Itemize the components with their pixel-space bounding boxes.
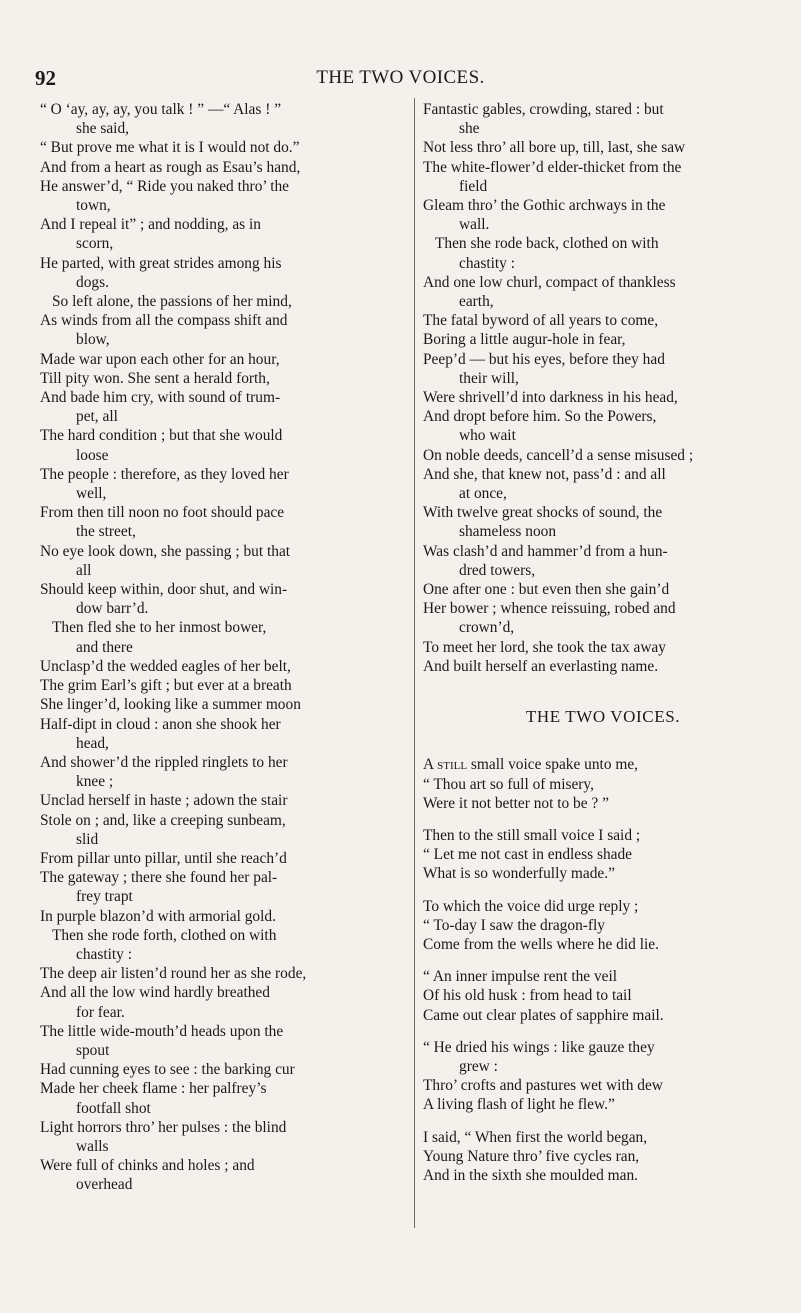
verse-line: frey trapt: [76, 888, 133, 906]
verse-line: the street,: [76, 523, 136, 541]
verse-line: she said,: [76, 120, 130, 138]
verse-line: who wait: [459, 427, 516, 445]
two-voices-poem: [423, 755, 783, 1185]
verse-line: field: [459, 177, 488, 195]
verse-line: town,: [76, 197, 111, 215]
verse-line: their will,: [459, 369, 519, 387]
verse-line: From then till noon no foot should pace: [40, 504, 285, 522]
poem-line: “ An inner impulse rent the veil: [423, 968, 618, 986]
stanza: [423, 897, 783, 955]
verse-line: The fatal byword of all years to come,: [423, 312, 659, 330]
running-title: THE TWO VOICES.: [316, 67, 485, 88]
verse-line: dogs.: [76, 273, 109, 291]
verse-line: walls: [76, 1137, 109, 1155]
verse-line: blow,: [76, 331, 110, 349]
verse-line: From pillar unto pillar, until she reach’d: [40, 849, 287, 867]
poem-line: “ Thou art so full of misery,: [423, 775, 594, 793]
verse-line: Should keep within, door shut, and win-: [40, 581, 288, 599]
verse-line: And one low churl, compact of thankless: [423, 273, 676, 291]
verse-line: With twelve great shocks of sound, the: [423, 504, 663, 522]
poem-opening-rest: small voice spake unto me,: [467, 756, 639, 774]
verse-line: and there: [76, 638, 133, 656]
verse-line: So left alone, the passions of her mind,: [52, 293, 292, 311]
verse-line: Light horrors thro’ her pulses : the blind: [40, 1118, 287, 1136]
verse-line: scorn,: [76, 235, 114, 253]
verse-line: “ But prove me what it is I would not do.”: [40, 139, 300, 157]
poem-line: “ To-day I saw the dragon-fly: [423, 916, 605, 934]
stanza-gap: [423, 1025, 783, 1038]
poem-line: To which the voice did urge reply ;: [423, 897, 639, 915]
verse-line: slid: [76, 830, 99, 848]
verse-line: footfall shot: [76, 1099, 151, 1117]
poem-line: Come from the wells where he did lie.: [423, 935, 659, 953]
poem-line: Young Nature thro’ five cycles ran,: [423, 1147, 640, 1165]
stanza-gap: [423, 813, 783, 826]
verse-line: And I repeal it” ; and nodding, as in: [40, 216, 261, 234]
verse-line: dred towers,: [459, 561, 536, 579]
verse-line: And built herself an everlasting name.: [423, 657, 659, 675]
verse-line: Not less thro’ all bore up, till, last, she saw: [423, 139, 686, 157]
verse-line: To meet her lord, she took the tax away: [423, 638, 666, 656]
verse-line: pet, all: [76, 408, 118, 426]
verse-line: Was clash’d and hammer’d from a hun-: [423, 542, 668, 560]
verse-line: And all the low wind hardly breathed: [40, 984, 270, 1002]
stanza: [423, 775, 783, 813]
verse-line: she: [459, 120, 480, 138]
poem-line: [423, 755, 783, 774]
verse-line: And dropt before him. So the Powers,: [423, 408, 657, 426]
verse-line: all: [76, 561, 92, 579]
verse-line: chastity :: [76, 945, 132, 963]
verse-line: In purple blazon’d with armorial gold.: [40, 907, 276, 925]
poem-line: Thro’ crofts and pastures wet with dew: [423, 1077, 663, 1095]
verse-line: Made war upon each other for an hour,: [40, 350, 280, 368]
verse-line: The gateway ; there she found her pal-: [40, 869, 278, 887]
verse-line: Fantastic gables, crowding, stared : but: [423, 101, 664, 118]
running-head: [0, 66, 801, 90]
verse-line: wall.: [459, 216, 490, 234]
poem-line: A living flash of light he flew.”: [423, 1096, 615, 1114]
stanza: [423, 967, 783, 1025]
verse-line: The white-flower’d elder-thicket from the: [423, 158, 682, 176]
verse-line: Half-dipt in cloud : anon she shook her: [40, 715, 281, 733]
verse-line: spout: [76, 1041, 110, 1059]
verse-line: He answer’d, “ Ride you naked thro’ the: [40, 177, 290, 195]
verse-line: Then she rode forth, clothed on with: [52, 926, 277, 944]
verse-line: head,: [76, 734, 109, 752]
verse-line: Gleam thro’ the Gothic archways in the: [423, 197, 666, 215]
stanza: [423, 1038, 783, 1115]
verse-line: earth,: [459, 293, 494, 311]
poem-line: grew :: [459, 1057, 498, 1075]
verse-line: Made her cheek flame : her palfrey’s: [40, 1080, 267, 1098]
poem-line: I said, “ When first the world began,: [423, 1128, 648, 1146]
verse-line: “ O ‘ay, ay, ay, you talk ! ” —“ Alas ! ”: [40, 101, 282, 118]
verse-line: Till pity won. She sent a herald forth,: [40, 369, 270, 387]
verse-line: shameless noon: [459, 523, 557, 541]
poem-line: Came out clear plates of sapphire mail.: [423, 1006, 664, 1024]
right-column: [423, 100, 783, 1185]
poem-line: Of his old husk : from head to tail: [423, 987, 632, 1005]
verse-line: Unclad herself in haste ; adown the stair: [40, 792, 288, 810]
verse-line: She linger’d, looking like a summer moon: [40, 696, 301, 714]
verse-line: And she, that knew not, pass’d : and all: [423, 465, 666, 483]
verse-line: loose: [76, 446, 109, 464]
stanza-gap: [423, 884, 783, 897]
stanza-gap: [423, 954, 783, 967]
verse-line: And bade him cry, with sound of trum-: [40, 389, 281, 407]
column-divider: [414, 98, 415, 1228]
verse-line: for fear.: [76, 1003, 125, 1021]
verse-line: Had cunning eyes to see : the barking cur: [40, 1061, 295, 1079]
verse-line: On noble deeds, cancell’d a sense misused ;: [423, 446, 694, 464]
verse-line: at once,: [459, 485, 507, 503]
verse-line: Her bower ; whence reissuing, robed and: [423, 600, 676, 618]
verse-line: Were shrivell’d into darkness in his head,: [423, 389, 678, 407]
left-column: [40, 100, 408, 1195]
verse-line: The people : therefore, as they loved her: [40, 465, 289, 483]
verse-line: knee ;: [76, 773, 114, 791]
verse-line: He parted, with great strides among his: [40, 254, 282, 272]
section-title: THE TWO VOICES.: [525, 707, 681, 727]
verse-line: Unclasp’d the wedded eagles of her belt,: [40, 657, 291, 675]
verse-line: Stole on ; and, like a creeping sunbeam,: [40, 811, 286, 829]
verse-line: As winds from all the compass shift and: [40, 312, 288, 330]
verse-line: Peep’d — but his eyes, before they had: [423, 350, 665, 368]
verse-line: And shower’d the rippled ringlets to her: [40, 753, 288, 771]
verse-line: Boring a little augur-hole in fear,: [423, 331, 626, 349]
poem-opening-small-caps: A still: [423, 756, 468, 774]
verse-line: No eye look down, she passing ; but that: [40, 542, 291, 560]
poem-line: Were it not better not to be ? ”: [423, 794, 609, 812]
verse-line: One after one : but even then she gain’d: [423, 581, 670, 599]
stanza: [423, 826, 783, 884]
verse-line: chastity :: [459, 254, 515, 272]
stanza-gap: [423, 1115, 783, 1128]
stanza: [423, 1128, 783, 1186]
verse-line: dow barr’d.: [76, 600, 149, 618]
verse-line: The deep air listen’d round her as she rode,: [40, 965, 307, 983]
poem-line: “ He dried his wings : like gauze they: [423, 1038, 655, 1056]
poem-line: And in the sixth she moulded man.: [423, 1166, 639, 1184]
verse-line: The grim Earl’s gift ; but ever at a breath: [40, 677, 292, 695]
verse-line: And from a heart as rough as Esau’s hand,: [40, 158, 301, 176]
poem-line: What is so wonderfully made.”: [423, 865, 615, 883]
verse-line: crown’d,: [459, 619, 515, 637]
verse-line: Then fled she to her inmost bower,: [52, 619, 267, 637]
poem-line: Then to the still small voice I said ;: [423, 826, 641, 844]
godiva-continuation: [423, 100, 783, 676]
verse-line: Were full of chinks and holes ; and: [40, 1157, 255, 1175]
verse-line: Then she rode back, clothed on with: [435, 235, 659, 253]
verse-line: The little wide-mouth’d heads upon the: [40, 1022, 284, 1040]
page-number: 92: [35, 66, 56, 90]
verse-line: well,: [76, 485, 107, 503]
verse-line: overhead: [76, 1176, 133, 1194]
poem-line: “ Let me not cast in endless shade: [423, 846, 632, 864]
verse-line: The hard condition ; but that she would: [40, 427, 283, 445]
